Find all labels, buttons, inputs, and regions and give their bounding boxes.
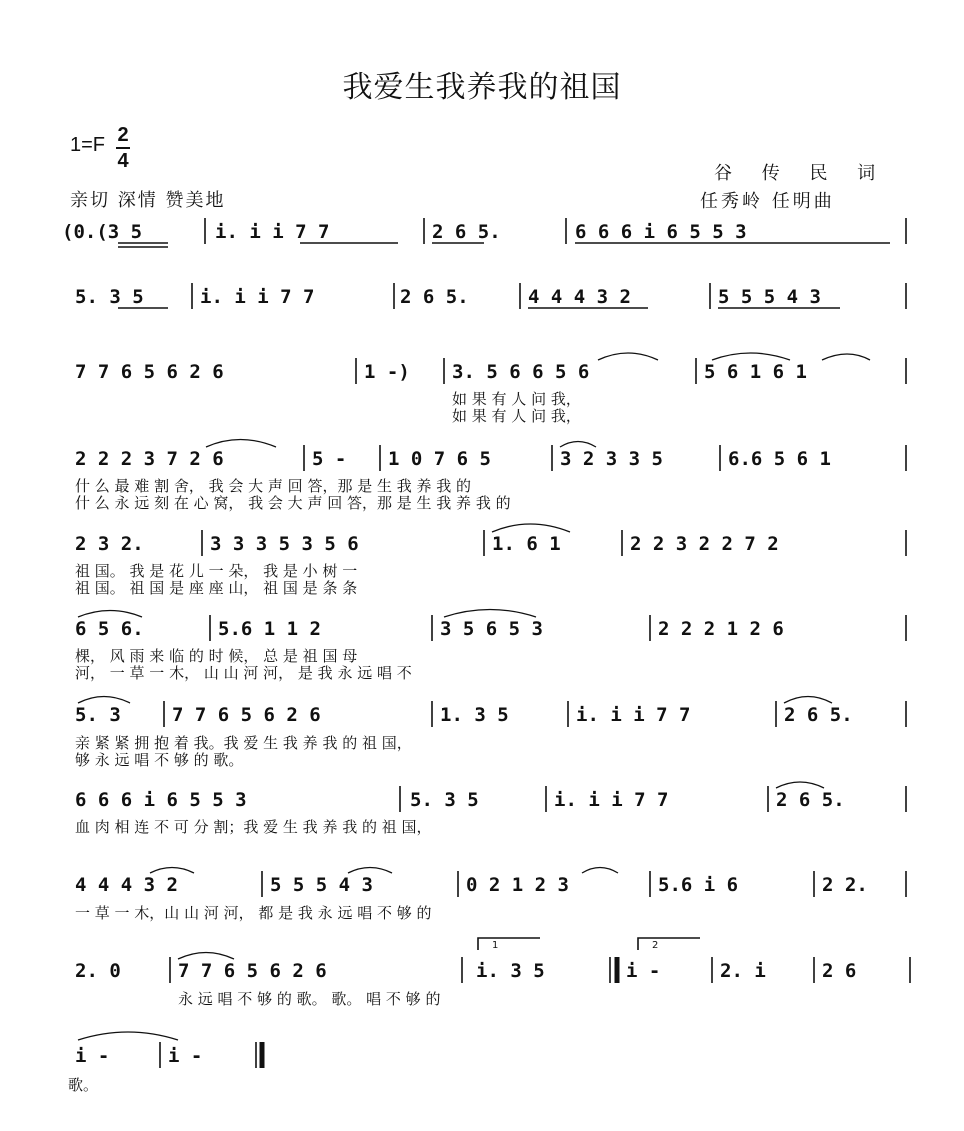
svg-text:2 6 5.: 2 6 5. (776, 789, 845, 811)
svg-text:0 2 1 2 3: 0 2 1 2 3 (466, 874, 569, 896)
svg-text:永 远 唱 不 够 的 歌。 歌。 唱: 永 远 唱 不 够 的 歌。 歌。 唱 不 够 的 (178, 990, 441, 1008)
svg-text:血 肉 相 连 不 可 分 割；我 爱 生 我 养 我: 血 肉 相 连 不 可 分 割；我 爱 生 我 养 我 的 祖 国， (75, 818, 432, 836)
svg-text:1. 6 1: 1. 6 1 (492, 533, 561, 555)
time-top: 2 (117, 124, 129, 146)
svg-text:6.6 5 6 1: 6.6 5 6 1 (728, 448, 831, 470)
volta-2: 2 (652, 940, 659, 951)
svg-text:5.6 i 6: 5.6 i 6 (658, 874, 739, 896)
svg-text:5 5 5 4 3: 5 5 5 4 3 (270, 874, 373, 896)
score-line-2 (75, 283, 906, 309)
svg-text:5. 3 5: 5. 3 5 (410, 789, 479, 811)
svg-text:i. i i 7 7: i. i i 7 7 (200, 286, 315, 308)
svg-text:2 2 2 1 2 6: 2 2 2 1 2 6 (658, 618, 784, 640)
svg-text:3. 5 6 6 5 6: 3. 5 6 6 5 6 (452, 361, 590, 383)
svg-text:i -: i - (626, 960, 661, 982)
svg-text:5.6 1 1 2: 5.6 1 1 2 (218, 618, 321, 640)
svg-text:什 么 永 远 刻 在 心 窝， 我 会 大 声 回 答，: 什 么 永 远 刻 在 心 窝， 我 会 大 声 回 答，那 是 生 我 养 我 的 (75, 494, 511, 512)
score-line-9 (75, 868, 906, 923)
svg-text:2 2 2 3 7 2 6: 2 2 2 3 7 2 6 (75, 448, 224, 470)
svg-text:i. i i 7 7: i. i i 7 7 (576, 704, 691, 726)
svg-text:5 5 5 4 3: 5 5 5 4 3 (718, 286, 821, 308)
key-label: 1=F (70, 134, 106, 156)
svg-text:5 6 1 6 1: 5 6 1 6 1 (704, 361, 807, 383)
svg-text:i. i i 7 7: i. i i 7 7 (215, 221, 330, 243)
time-bottom: 4 (117, 150, 129, 172)
svg-text:祖 国。 祖 国 是 座 座 山， 祖: 祖 国。 祖 国 是 座 座 山， 祖 国 是 条 条 (75, 579, 358, 597)
svg-text:1. 3 5: 1. 3 5 (440, 704, 509, 726)
svg-text:1 0 7 6 5: 1 0 7 6 5 (388, 448, 491, 470)
svg-text:i. i i 7 7: i. i i 7 7 (554, 789, 669, 811)
svg-text:2 6 5.: 2 6 5. (784, 704, 853, 726)
svg-text:2 6 5.: 2 6 5. (400, 286, 469, 308)
score-line-6 (75, 610, 906, 683)
svg-text:2 2.: 2 2. (822, 874, 868, 896)
svg-text:亲 紧 紧 拥 抱 着 我。我 爱 生: 亲 紧 紧 拥 抱 着 我。我 爱 生 我 养 我 的 祖 国， (75, 734, 412, 752)
svg-text:如 果 有 人 问 我，: 如 果 有 人 问 我， (452, 390, 581, 408)
svg-text:6 5 6.: 6 5 6. (75, 618, 144, 640)
svg-text:2 3 2.: 2 3 2. (75, 533, 144, 555)
svg-text:(0.(3 5: (0.(3 5 (62, 221, 143, 243)
svg-text:5. 3: 5. 3 (75, 704, 121, 726)
svg-text:4 4 4 3 2: 4 4 4 3 2 (75, 874, 178, 896)
svg-text:4 4 4 3 2: 4 4 4 3 2 (528, 286, 631, 308)
svg-text:什 么 最 难 割 舍， 我 会 大 声 回 答，那: 什 么 最 难 割 舍， 我 会 大 声 回 答，那 是 生 我 养 我 的 (75, 477, 472, 495)
svg-text:2. 0: 2. 0 (75, 960, 121, 982)
svg-text:6 6 6 i 6 5 5 3: 6 6 6 i 6 5 5 3 (75, 789, 247, 811)
svg-text:5 -: 5 - (312, 448, 347, 470)
svg-text:7 7 6 5 6 2 6: 7 7 6 5 6 2 6 (172, 704, 321, 726)
svg-text:祖 国。 我 是 花 儿 一 朵， 我: 祖 国。 我 是 花 儿 一 朵， 我 是 小 树 一 (75, 562, 358, 580)
score-line-4 (75, 440, 906, 513)
svg-text:i -: i - (75, 1045, 110, 1067)
song-title: 我爱生我养我的祖国 (342, 70, 622, 105)
lyricist: 谷 传 民 词 (714, 163, 888, 184)
composer: 任秀岭 任明曲 (700, 191, 835, 212)
svg-text:5. 3 5: 5. 3 5 (75, 286, 144, 308)
svg-text:2 6: 2 6 (822, 960, 857, 982)
volta-1: 1 (492, 940, 499, 951)
svg-text:3 3 3 5 3 5 6: 3 3 3 5 3 5 6 (210, 533, 359, 555)
svg-text:3 2 3 3 5: 3 2 3 3 5 (560, 448, 663, 470)
svg-text:7 7 6 5 6 2 6: 7 7 6 5 6 2 6 (178, 960, 327, 982)
svg-text:6 6 6 i 6 5 5 3: 6 6 6 i 6 5 5 3 (575, 221, 747, 243)
score-line-7 (75, 697, 906, 770)
svg-text:i -: i - (168, 1045, 203, 1067)
svg-text:歌。: 歌。 (68, 1076, 99, 1094)
tempo-marking: 亲切 深情 赞美地 (70, 190, 226, 211)
svg-text:3 5 6 5 3: 3 5 6 5 3 (440, 618, 543, 640)
score-line-10 (75, 938, 910, 1008)
score-line-1 (62, 218, 906, 247)
svg-text:i. 3 5: i. 3 5 (476, 960, 545, 982)
svg-text:2. i: 2. i (720, 960, 766, 982)
svg-text:如 果 有 人 问 我，: 如 果 有 人 问 我， (452, 407, 581, 425)
svg-text:1 -): 1 -) (364, 361, 410, 383)
svg-text:一 草 一 木，山 山 河 河， 都 是 我: 一 草 一 木，山 山 河 河， 都 是 我 永 远 唱 不 够 的 (75, 904, 432, 922)
score-line-8 (75, 782, 906, 836)
svg-text:河， 一 草 一 木， 山 山: 河， 一 草 一 木， 山 山 河 河， 是 我 永 远 唱 不 (75, 664, 412, 682)
svg-text:棵， 风 雨 来 临 的 时: 棵， 风 雨 来 临 的 时 候， 总 是 祖 国 母 (75, 647, 358, 665)
svg-text:7 7 6 5 6 2 6: 7 7 6 5 6 2 6 (75, 361, 224, 383)
score-line-5 (75, 524, 906, 597)
svg-text:够 永 远 唱 不 够 的 歌。: 够 永 远 唱 不 够 的 歌。 (75, 751, 244, 769)
svg-text:2 6 5.: 2 6 5. (432, 221, 501, 243)
svg-text:2 2 3 2 2 7 2: 2 2 3 2 2 7 2 (630, 533, 779, 555)
score-line-11 (68, 1032, 262, 1094)
score-line-3 (75, 353, 906, 425)
